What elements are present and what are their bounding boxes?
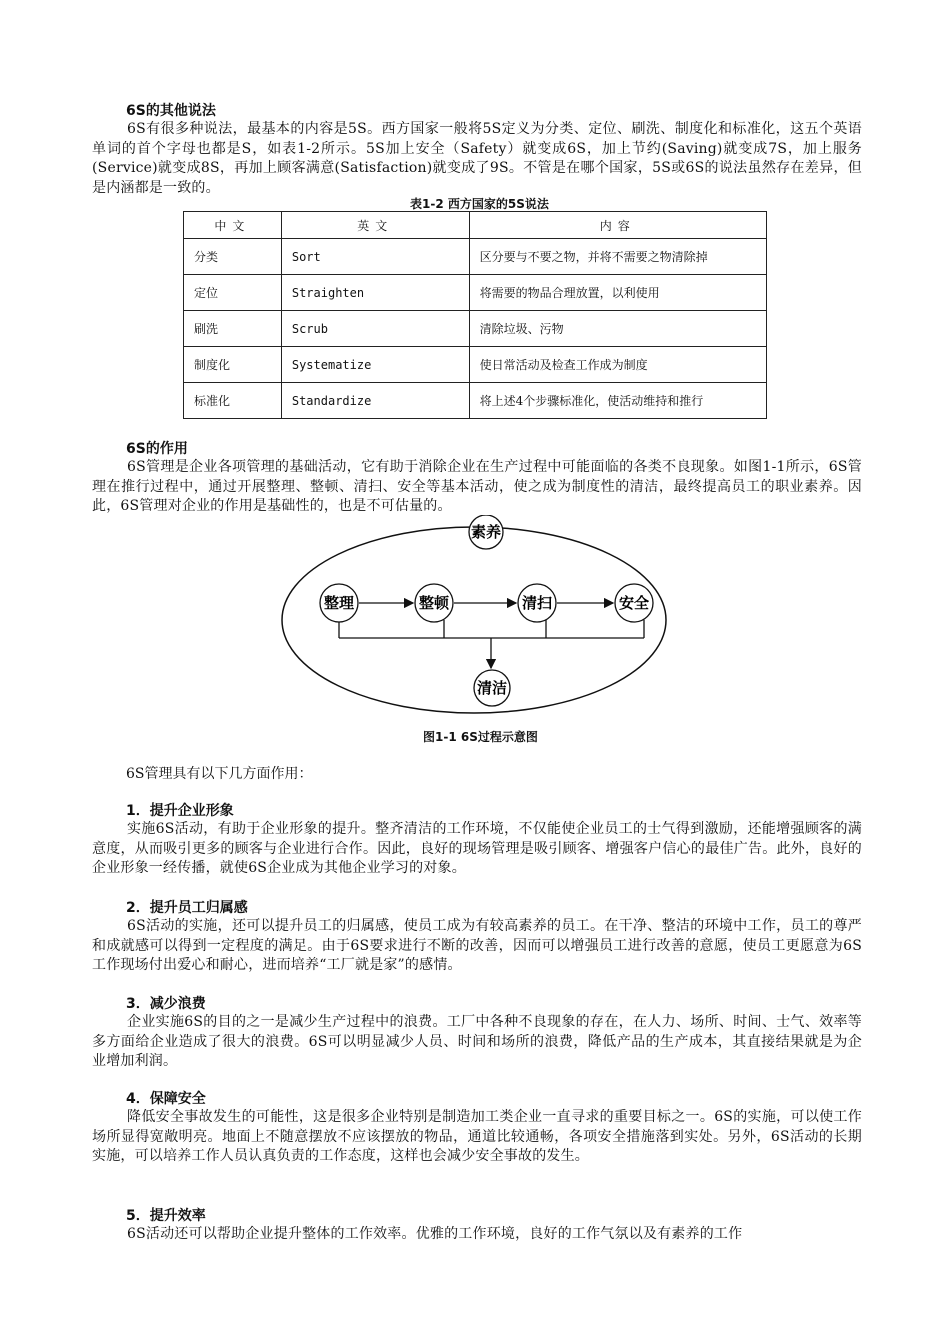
- table-cell-content: 将需要的物品合理放置，以利使用: [469, 275, 766, 311]
- section-heading-role: 6S的作用: [126, 441, 188, 457]
- table-cell-en: Straighten: [281, 275, 469, 311]
- point-title-5: 5．提升效率: [126, 1208, 206, 1224]
- node-label-step-4: 安全: [618, 594, 650, 612]
- table-caption: 表1-2 西方国家的5S说法: [410, 197, 549, 211]
- table-header-cn: 中文: [184, 212, 282, 239]
- figure-caption: 图1-1 6S过程示意图: [423, 730, 538, 744]
- table-cell-content: 清除垃圾、污物: [469, 311, 766, 347]
- table-row: [184, 383, 767, 419]
- table-cell-content: 将上述4个步骤标准化，使活动维持和推行: [469, 383, 766, 419]
- table-header-content: 内容: [469, 212, 766, 239]
- paragraph-role: 6S管理是企业各项管理的基础活动，它有助于消除企业在生产过程中可能面临的各类不良现象。如图1-1所示，6S管理在推行过程中，通过开展整理、整顿、清扫、安全等基本活动，使之成为制度性的清洁，最终提高员工的职业素养。因此，6S管理对企业的作用是基础性的，也是不可估量的。: [92, 459, 862, 514]
- table-cell-cn: 制度化: [184, 347, 282, 383]
- table-cell-en: Scrub: [281, 311, 469, 347]
- table-cell-content: 区分要与不要之物，并将不需要之物清除掉: [469, 239, 766, 275]
- table-cell-cn: 定位: [184, 275, 282, 311]
- table-row: [184, 347, 767, 383]
- table-cell-en: Systematize: [281, 347, 469, 383]
- point-text-5: 6S活动还可以帮助企业提升整体的工作效率。优雅的工作环境，良好的工作气氛以及有素养的工作: [127, 1226, 743, 1242]
- table-cell-cn: 刷洗: [184, 311, 282, 347]
- 6s-process-diagram: [0, 515, 950, 715]
- point-text-1: 实施6S活动，有助于企业形象的提升。整齐清洁的工作环境，不仅能使企业员工的士气得到激励，还能增强顾客的满意度，从而吸引更多的顾客与企业进行合作。因此，良好的现场管理是吸引顾客、增强客户信心的最佳广告。此外，良好的企业形象一经传播，就使6S企业成为其他企业学习的对象。: [92, 821, 862, 876]
- node-label-step-1: 整理: [323, 594, 355, 612]
- point-text-3: 企业实施6S的目的之一是减少生产过程中的浪费。工厂中各种不良现象的存在，在人力、场所、时间、士气、效率等多方面给企业造成了很大的浪费。6S可以明显减少人员、时间和场所的浪费，降低产品的生产成本，其直接结果就是为企业增加利润。: [92, 1014, 862, 1069]
- table-row: [184, 239, 767, 275]
- table-cell-cn: 分类: [184, 239, 282, 275]
- table-cell-cn: 标准化: [184, 383, 282, 419]
- intro-line: 6S管理具有以下几方面作用：: [126, 766, 313, 782]
- table-header-row: [184, 212, 767, 239]
- table-cell-en: Standardize: [281, 383, 469, 419]
- section-heading-other-names: 6S的其他说法: [126, 103, 216, 119]
- point-title-4: 4．保障安全: [126, 1091, 206, 1107]
- table-cell-content: 使日常活动及检查工作成为制度: [469, 347, 766, 383]
- 5s-table: [183, 211, 767, 419]
- node-label-bottom: 清洁: [476, 679, 508, 697]
- node-label-step-3: 清扫: [521, 594, 553, 612]
- node-label-top: 素养: [470, 523, 502, 541]
- table-row: [184, 275, 767, 311]
- table-header-en: 英文: [281, 212, 469, 239]
- point-text-4: 降低安全事故发生的可能性，这是很多企业特别是制造加工类企业一直寻求的重要目标之一。6S的实施，可以使工作场所显得宽敞明亮。地面上不随意摆放不应该摆放的物品，通道比较通畅，各项安全措施落到实处。另外，6S活动的长期实施，可以培养工作人员认真负责的工作态度，这样也会减少安全事故的发生。: [92, 1109, 862, 1164]
- node-label-step-2: 整顿: [418, 594, 450, 612]
- table-cell-en: Sort: [281, 239, 469, 275]
- point-title-3: 3．减少浪费: [126, 996, 206, 1012]
- table-row: [184, 311, 767, 347]
- point-title-2: 2．提升员工归属感: [126, 900, 248, 916]
- point-title-1: 1．提升企业形象: [126, 803, 234, 819]
- paragraph-other-names: 6S有很多种说法，最基本的内容是5S。西方国家一般将5S定义为分类、定位、刷洗、制度化和标准化，这五个英语单词的首个字母也都是S，如表1-2所示。5S加上安全（Safety）就变成6S，加上节约(Saving)就变成7S，加上服务(Service)就变成8S，再加上顾客满意(Satisfaction)就变成了9S。不管是在哪个国家，5S或6S的说法虽然存在差异，但是内涵都是一致的。: [92, 121, 862, 196]
- point-text-2: 6S活动的实施，还可以提升员工的归属感，使员工成为有较高素养的员工。在干净、整洁的环境中工作，员工的尊严和成就感可以得到一定程度的满足。由于6S要求进行不断的改善，因而可以增强员工进行改善的意愿，使员工更愿意为6S工作现场付出爱心和耐心，进而培养“工厂就是家”的感情。: [92, 918, 862, 973]
